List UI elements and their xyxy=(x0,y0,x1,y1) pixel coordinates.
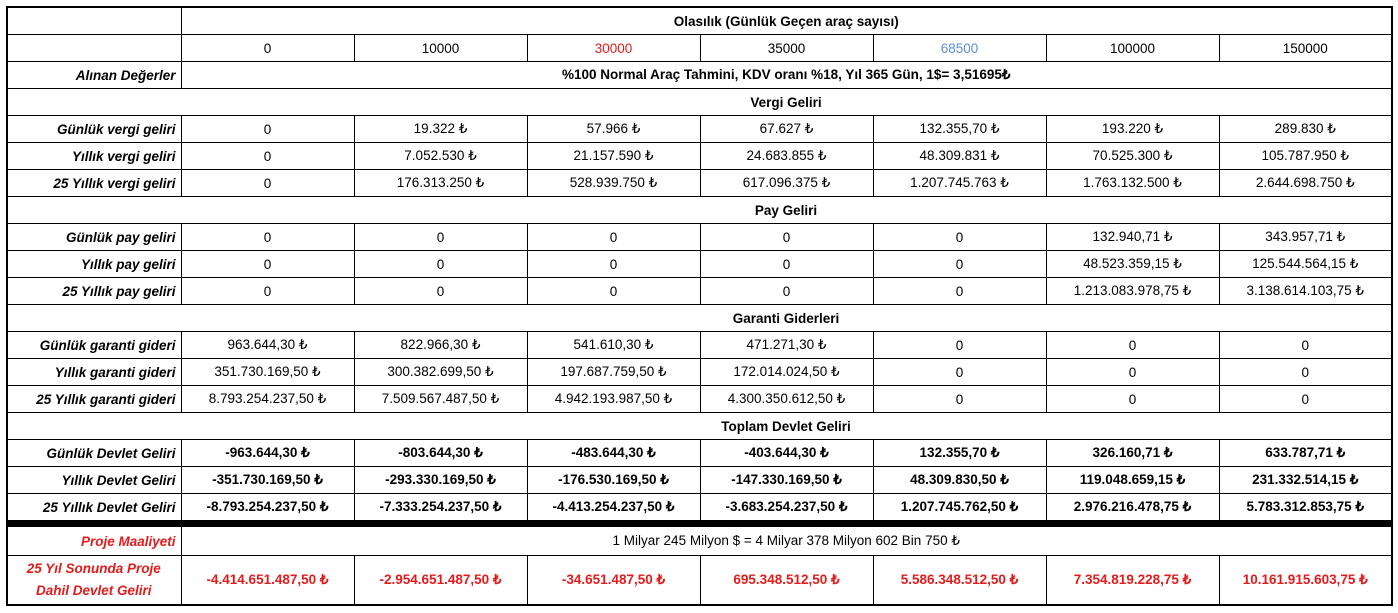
column-header: 100000 xyxy=(1046,35,1219,62)
value-cell: 132.355,70 ₺ xyxy=(873,440,1046,467)
table-row xyxy=(7,467,1392,494)
value-cell: 0 xyxy=(1046,386,1219,413)
value-cell: 48.309.831 ₺ xyxy=(873,143,1046,170)
value-cell: -3.683.254.237,50 ₺ xyxy=(700,494,873,524)
value-cell: 172.014.024,50 ₺ xyxy=(700,359,873,386)
final-value-cell: 5.586.348.512,50 ₺ xyxy=(873,556,1046,606)
value-cell: -176.530.169,50 ₺ xyxy=(527,467,700,494)
value-cell: 48.309.830,50 ₺ xyxy=(873,467,1046,494)
value-cell: 1.207.745.763 ₺ xyxy=(873,170,1046,197)
value-cell: 197.687.759,50 ₺ xyxy=(527,359,700,386)
value-cell: 7.052.530 ₺ xyxy=(354,143,527,170)
value-cell: 0 xyxy=(527,278,700,305)
value-cell: 0 xyxy=(181,170,354,197)
column-header: 30000 xyxy=(527,35,700,62)
value-cell: 633.787,71 ₺ xyxy=(1219,440,1392,467)
value-cell: 176.313.250 ₺ xyxy=(354,170,527,197)
value-cell: 132.940,71 ₺ xyxy=(1046,224,1219,251)
value-cell: 0 xyxy=(527,251,700,278)
final-value-cell: 10.161.915.603,75 ₺ xyxy=(1219,556,1392,606)
value-cell: 0 xyxy=(700,224,873,251)
table-row xyxy=(7,386,1392,413)
table-row xyxy=(7,170,1392,197)
value-cell: 0 xyxy=(1046,332,1219,359)
title-row xyxy=(7,7,1392,35)
project-cost-value: 1 Milyar 245 Milyon $ = 4 Milyar 378 Milyon 602 Bin 750 ₺ xyxy=(181,524,1392,556)
row-label: Yıllık vergi geliri xyxy=(7,143,181,170)
section-title: Toplam Devlet Geliri xyxy=(181,413,1392,440)
value-cell: 0 xyxy=(181,224,354,251)
assumptions-row xyxy=(7,62,1392,89)
section-header-row xyxy=(7,413,1392,440)
value-cell: 300.382.699,50 ₺ xyxy=(354,359,527,386)
row-label: Günlük garanti gideri xyxy=(7,332,181,359)
value-cell: 351.730.169,50 ₺ xyxy=(181,359,354,386)
value-cell: 0 xyxy=(181,116,354,143)
value-cell: 0 xyxy=(873,332,1046,359)
column-header: 0 xyxy=(181,35,354,62)
value-cell: 0 xyxy=(1046,359,1219,386)
row-label: Günlük vergi geliri xyxy=(7,116,181,143)
blank-cell xyxy=(7,413,181,440)
value-cell: 617.096.375 ₺ xyxy=(700,170,873,197)
value-cell: 0 xyxy=(700,251,873,278)
value-cell: 0 xyxy=(1219,359,1392,386)
value-cell: 4.300.350.612,50 ₺ xyxy=(700,386,873,413)
value-cell: 1.213.083.978,75 ₺ xyxy=(1046,278,1219,305)
final-value-cell: -4.414.651.487,50 ₺ xyxy=(181,556,354,606)
final-value-cell: 7.354.819.228,75 ₺ xyxy=(1046,556,1219,606)
value-cell: 2.644.698.750 ₺ xyxy=(1219,170,1392,197)
value-cell: 0 xyxy=(873,386,1046,413)
column-header: 68500 xyxy=(873,35,1046,62)
blank-cell xyxy=(7,305,181,332)
table-row xyxy=(7,278,1392,305)
row-label: Yıllık garanti gideri xyxy=(7,359,181,386)
final-value-cell: 695.348.512,50 ₺ xyxy=(700,556,873,606)
value-cell: -351.730.169,50 ₺ xyxy=(181,467,354,494)
value-cell: 0 xyxy=(354,278,527,305)
final-value-cell: -34.651.487,50 ₺ xyxy=(527,556,700,606)
value-cell: 132.355,70 ₺ xyxy=(873,116,1046,143)
value-cell: 0 xyxy=(181,143,354,170)
value-cell: 3.138.614.103,75 ₺ xyxy=(1219,278,1392,305)
value-cell: -147.330.169,50 ₺ xyxy=(700,467,873,494)
project-cost-row xyxy=(7,524,1392,556)
value-cell: 0 xyxy=(181,251,354,278)
value-cell: 48.523.359,15 ₺ xyxy=(1046,251,1219,278)
row-label: 25 Yıllık garanti gideri xyxy=(7,386,181,413)
value-cell: 343.957,71 ₺ xyxy=(1219,224,1392,251)
value-cell: -483.644,30 ₺ xyxy=(527,440,700,467)
table-row xyxy=(7,332,1392,359)
value-cell: 2.976.216.478,75 ₺ xyxy=(1046,494,1219,524)
column-header-row xyxy=(7,35,1392,62)
value-cell: 24.683.855 ₺ xyxy=(700,143,873,170)
value-cell: 7.509.567.487,50 ₺ xyxy=(354,386,527,413)
section-title: Pay Geliri xyxy=(181,197,1392,224)
row-label: Günlük Devlet Geliri xyxy=(7,440,181,467)
value-cell: 0 xyxy=(354,251,527,278)
value-cell: 21.157.590 ₺ xyxy=(527,143,700,170)
value-cell: 1.763.132.500 ₺ xyxy=(1046,170,1219,197)
final-value-cell: -2.954.651.487,50 ₺ xyxy=(354,556,527,606)
section-title: Garanti Giderleri xyxy=(181,305,1392,332)
table-title: Olasılık (Günlük Geçen araç sayısı) xyxy=(181,7,1392,35)
value-cell: 0 xyxy=(700,278,873,305)
project-cost-label: Proje Maaliyeti xyxy=(7,524,181,556)
value-cell: 0 xyxy=(873,278,1046,305)
value-cell: 326.160,71 ₺ xyxy=(1046,440,1219,467)
revenue-table xyxy=(6,6,1393,606)
value-cell: -803.644,30 ₺ xyxy=(354,440,527,467)
value-cell: 119.048.659,15 ₺ xyxy=(1046,467,1219,494)
final-revenue-row xyxy=(7,556,1392,606)
value-cell: 125.544.564,15 ₺ xyxy=(1219,251,1392,278)
value-cell: 57.966 ₺ xyxy=(527,116,700,143)
value-cell: 67.627 ₺ xyxy=(700,116,873,143)
column-header: 10000 xyxy=(354,35,527,62)
table-row xyxy=(7,116,1392,143)
row-label: 25 Yıllık vergi geliri xyxy=(7,170,181,197)
value-cell: 70.525.300 ₺ xyxy=(1046,143,1219,170)
row-label: Günlük pay geliri xyxy=(7,224,181,251)
row-label: 25 Yıllık pay geliri xyxy=(7,278,181,305)
value-cell: 0 xyxy=(1219,332,1392,359)
column-header: 150000 xyxy=(1219,35,1392,62)
table-row xyxy=(7,359,1392,386)
value-cell: 0 xyxy=(354,224,527,251)
corner-cell xyxy=(7,35,181,62)
value-cell: 541.610,30 ₺ xyxy=(527,332,700,359)
row-label: 25 Yıllık Devlet Geliri xyxy=(7,494,181,524)
value-cell: 0 xyxy=(873,359,1046,386)
table-row xyxy=(7,224,1392,251)
value-cell: 0 xyxy=(873,224,1046,251)
corner-cell xyxy=(7,7,181,35)
value-cell: 19.322 ₺ xyxy=(354,116,527,143)
section-header-row xyxy=(7,197,1392,224)
blank-cell xyxy=(7,197,181,224)
value-cell: 8.793.254.237,50 ₺ xyxy=(181,386,354,413)
value-cell: 0 xyxy=(527,224,700,251)
value-cell: 0 xyxy=(181,278,354,305)
blank-cell xyxy=(7,89,181,116)
value-cell: 193.220 ₺ xyxy=(1046,116,1219,143)
table-row xyxy=(7,143,1392,170)
value-cell: 822.966,30 ₺ xyxy=(354,332,527,359)
value-cell: 0 xyxy=(1219,386,1392,413)
value-cell: 528.939.750 ₺ xyxy=(527,170,700,197)
table-row xyxy=(7,251,1392,278)
value-cell: -4.413.254.237,50 ₺ xyxy=(527,494,700,524)
value-cell: 1.207.745.762,50 ₺ xyxy=(873,494,1046,524)
final-revenue-label: 25 Yıl Sonunda Proje Dahil Devlet Geliri xyxy=(7,556,181,606)
value-cell: 231.332.514,15 ₺ xyxy=(1219,467,1392,494)
section-title: Vergi Geliri xyxy=(181,89,1392,116)
row-label: Yıllık pay geliri xyxy=(7,251,181,278)
value-cell: 0 xyxy=(873,251,1046,278)
row-label: Yıllık Devlet Geliri xyxy=(7,467,181,494)
value-cell: 471.271,30 ₺ xyxy=(700,332,873,359)
assumptions-label: Alınan Değerler xyxy=(7,62,181,89)
column-header: 35000 xyxy=(700,35,873,62)
value-cell: 289.830 ₺ xyxy=(1219,116,1392,143)
value-cell: 105.787.950 ₺ xyxy=(1219,143,1392,170)
table-row xyxy=(7,440,1392,467)
value-cell: 5.783.312.853,75 ₺ xyxy=(1219,494,1392,524)
assumptions-text: %100 Normal Araç Tahmini, KDV oranı %18, Yıl 365 Gün, 1$= 3,51695₺ xyxy=(181,62,1392,89)
section-header-row xyxy=(7,89,1392,116)
table-row xyxy=(7,494,1392,524)
value-cell: -293.330.169,50 ₺ xyxy=(354,467,527,494)
section-header-row xyxy=(7,305,1392,332)
value-cell: -403.644,30 ₺ xyxy=(700,440,873,467)
value-cell: -7.333.254.237,50 ₺ xyxy=(354,494,527,524)
value-cell: -8.793.254.237,50 ₺ xyxy=(181,494,354,524)
value-cell: 963.644,30 ₺ xyxy=(181,332,354,359)
value-cell: -963.644,30 ₺ xyxy=(181,440,354,467)
value-cell: 4.942.193.987,50 ₺ xyxy=(527,386,700,413)
